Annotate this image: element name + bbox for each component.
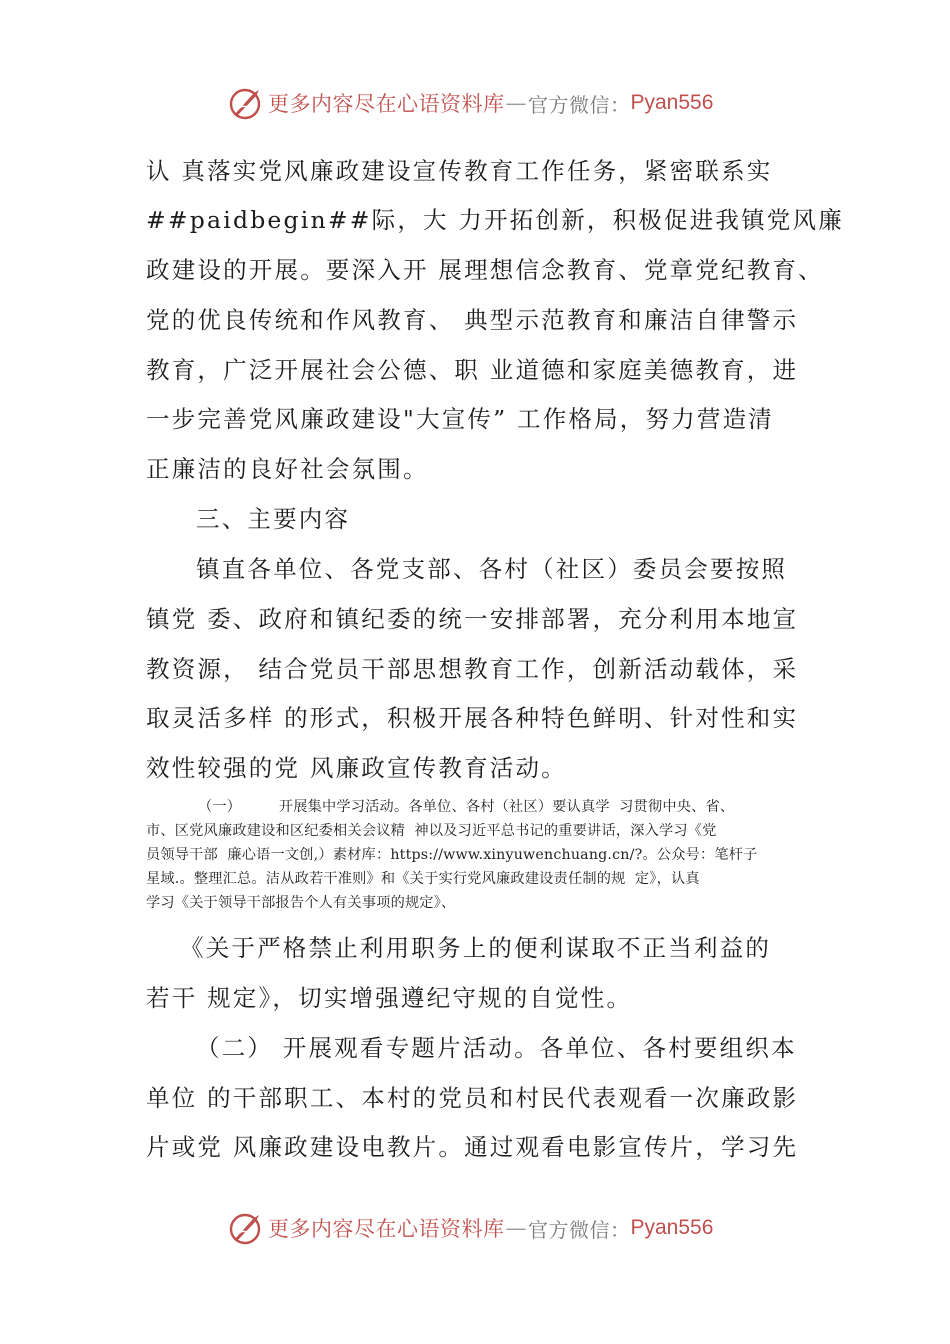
body-line: 镇党 委、政府和镇纪委的统一安排部署，充分利用本地宣 bbox=[146, 605, 799, 633]
body-line: 党的优良传统和作风教育、 典型示范教育和廉洁自律警示 bbox=[146, 306, 799, 334]
watermark-id: Pyan556 bbox=[630, 1216, 714, 1239]
watermark-official: 官方微信： bbox=[528, 92, 631, 117]
watermark-footer bbox=[228, 1208, 713, 1248]
body-line: 镇直各单位、各党支部、各村（社区）委员会要按照 bbox=[196, 555, 788, 583]
body-line: 片或党 风廉政建设电教片。通过观看电影宣传片，学习先 bbox=[146, 1133, 799, 1161]
body-line: 取灵活多样 的形式，积极开展各种特色鲜明、针对性和实 bbox=[146, 704, 799, 732]
pen-logo-icon bbox=[228, 85, 264, 121]
body-line: 政建设的开展。要深入开 展理想信念教育、党章党纪教育、 bbox=[146, 256, 824, 284]
body-line: 教资源， 结合党员干部思想教育工作，创新活动载体，采 bbox=[146, 655, 799, 683]
watermark-official: 官方微信： bbox=[528, 1217, 631, 1242]
pen-logo-icon bbox=[228, 1210, 264, 1246]
small-line: 市、区党风廉政建设和区纪委相关会议精 神以及习近平总书记的重要讲话，深入学习《党 bbox=[146, 823, 717, 839]
body-line: 正廉洁的良好社会氛围。 bbox=[146, 455, 429, 483]
watermark-text: 更多内容尽在心语资料库 bbox=[268, 92, 505, 116]
body-line: 认 真落实党风廉政建设宣传教育工作任务，紧密联系实 bbox=[146, 157, 773, 185]
watermark-dash: — bbox=[505, 91, 527, 115]
small-line: 星域.。整理汇总。洁从政若干准则》和《关于实行党风廉政建设责任制的规 定》，认真 bbox=[146, 871, 700, 887]
body-line: 一步完善党风廉政建设"大宣传” 工作格局，努力营造清 bbox=[146, 405, 774, 433]
watermark-text: 更多内容尽在心语资料库 bbox=[268, 1217, 505, 1241]
body-line: 单位 的干部职工、本村的党员和村民代表观看一次廉政影 bbox=[146, 1084, 799, 1112]
watermark-id: Pyan556 bbox=[630, 91, 714, 114]
body-line: 若干 规定》，切实增强遵纪守规的自觉性。 bbox=[146, 984, 633, 1012]
small-line: 学习《关于领导干部报告个人有关事项的规定》、 bbox=[146, 895, 456, 911]
body-line: 教育，广泛开展社会公德、职 业道德和家庭美德教育，进 bbox=[146, 356, 799, 384]
small-line: （一） 开展集中学习活动。各单位、各村（社区）要认真学 习贯彻中央、省、 bbox=[198, 799, 735, 815]
watermark-dash: — bbox=[505, 1216, 527, 1240]
small-line: 员领导干部 廉心语一文创,）素材库：https://www.xinyuwenchuang.cn/?。公众号：笔杆子 bbox=[146, 847, 758, 863]
body-line: 效性较强的党 风廉政宣传教育活动。 bbox=[146, 754, 567, 782]
body-line: 《关于严格禁止利用职务上的便利谋取不正当利益的 bbox=[180, 934, 772, 962]
watermark-header bbox=[228, 83, 713, 123]
section-heading: 三、主要内容 bbox=[196, 505, 351, 533]
body-line: ##paidbegin##际，大 力开拓创新，积极促进我镇党风廉 bbox=[146, 206, 844, 234]
subsection-line: （二） 开展观看专题片活动。各单位、各村要组织本 bbox=[196, 1034, 797, 1062]
